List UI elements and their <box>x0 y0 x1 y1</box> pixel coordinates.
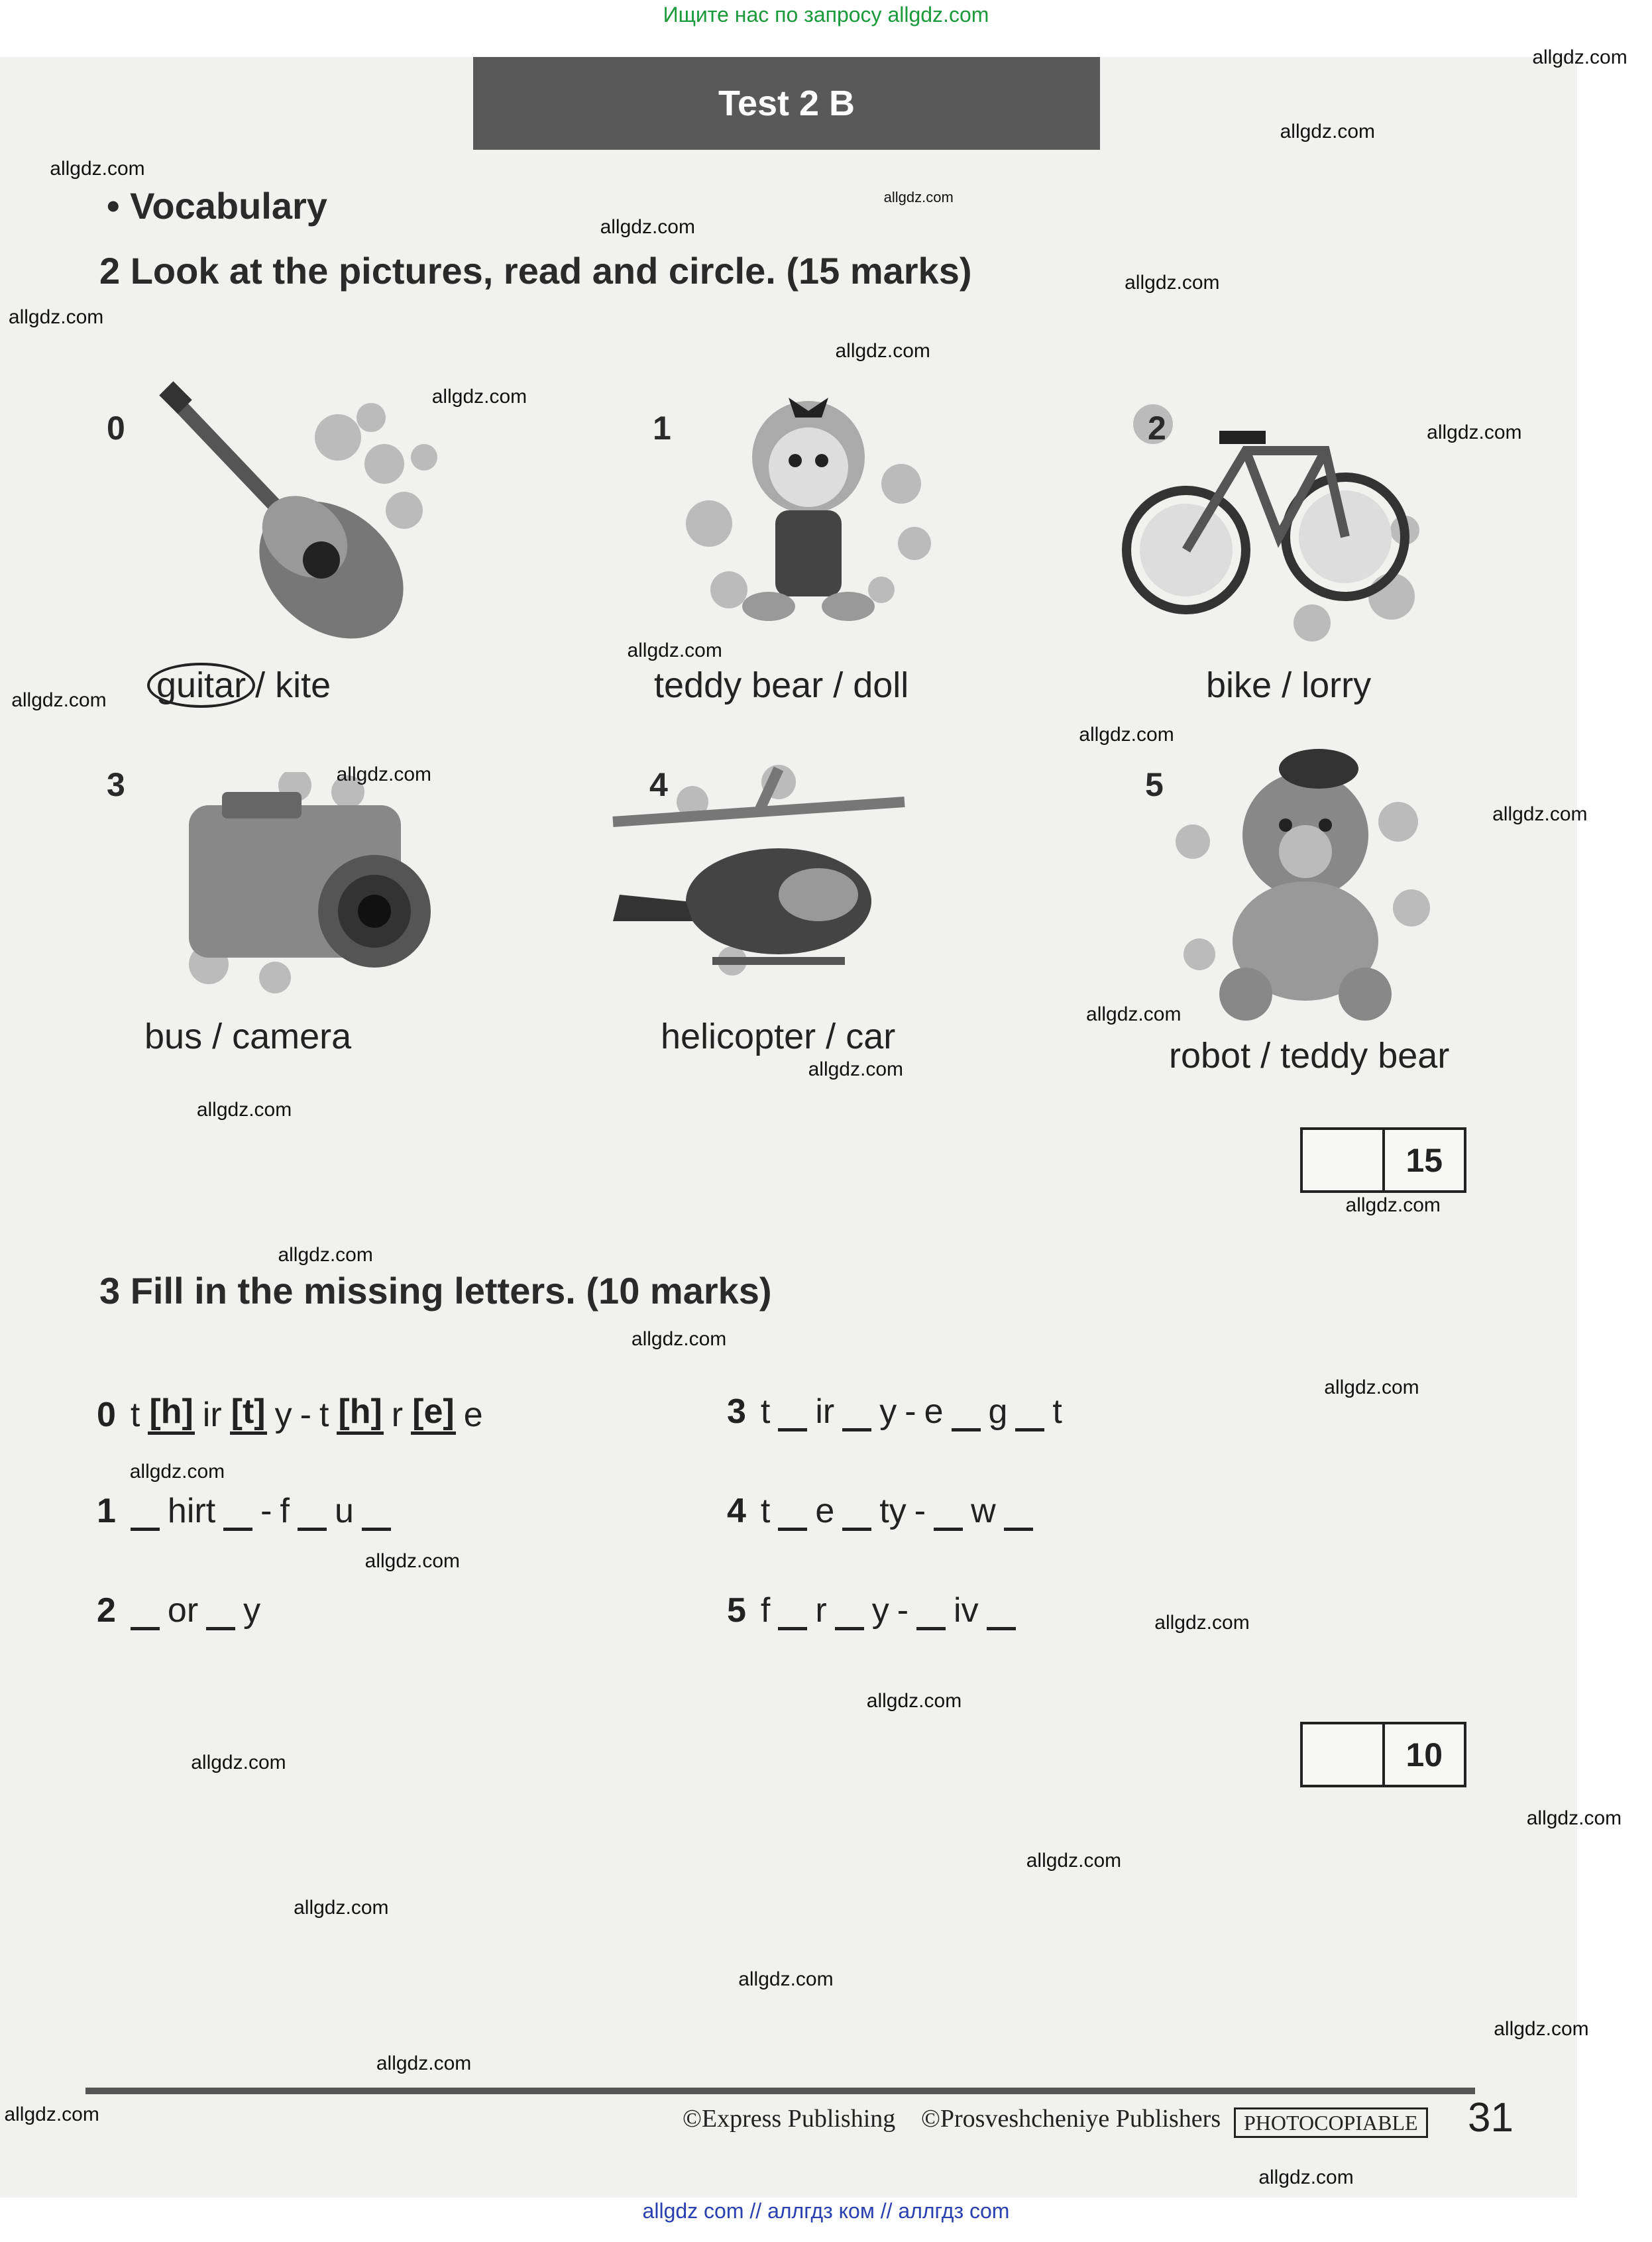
score-input[interactable] <box>1303 1724 1385 1785</box>
fill-in-item <box>727 1392 1062 1431</box>
letter-blank[interactable] <box>778 1594 807 1630</box>
letters: f <box>280 1492 290 1530</box>
item-number: 3 <box>727 1392 746 1431</box>
option[interactable]: helicopter <box>661 1017 816 1056</box>
section-heading <box>107 184 327 227</box>
item-number: 5 <box>1145 766 1164 803</box>
top-note-link[interactable]: Ищите нас по запросу allgdz.com <box>663 3 989 27</box>
letters: t <box>760 1492 771 1530</box>
separator: / <box>1282 665 1292 705</box>
letter-blank[interactable] <box>1015 1395 1044 1431</box>
watermark: allgdz.com <box>1427 421 1522 443</box>
letters: e <box>815 1492 835 1530</box>
watermark: allgdz.com <box>1086 1003 1182 1025</box>
test-title: Test 2 B <box>718 84 855 123</box>
watermark: allgdz.com <box>600 216 695 239</box>
score-box-exercise-2 <box>1300 1127 1466 1193</box>
watermark: allgdz.com <box>738 1968 834 1990</box>
option[interactable]: lorry <box>1301 665 1372 705</box>
circled-option[interactable]: guitar <box>147 663 255 708</box>
letters: y <box>243 1591 261 1630</box>
watermark: allgdz.com <box>1345 1194 1441 1216</box>
letters: r <box>391 1396 404 1434</box>
bottom-note-link[interactable]: allgdz com // аллгдз ком // аллгдз com <box>642 2199 1010 2223</box>
separator: / <box>833 665 844 705</box>
separator: / <box>1260 1036 1271 1076</box>
watermark: allgdz.com <box>1258 2166 1354 2188</box>
letters: t <box>1052 1392 1062 1431</box>
doll-picture <box>683 371 948 636</box>
letter-blank[interactable] <box>835 1594 864 1630</box>
filled-letter: [t] <box>230 1392 267 1435</box>
fill-in-item <box>727 1591 1016 1630</box>
answer-choice <box>654 665 909 706</box>
letters: u <box>334 1492 354 1530</box>
watermark: allgdz.com <box>376 2052 472 2074</box>
option[interactable]: kite <box>275 665 331 705</box>
letters: ir <box>202 1396 222 1434</box>
watermark: allgdz.com <box>8 306 104 328</box>
teddy-bear-picture <box>1173 742 1438 1021</box>
bullet: • <box>107 185 120 227</box>
item-number: 5 <box>727 1591 746 1630</box>
letters: - <box>905 1392 916 1431</box>
letters: r <box>815 1591 827 1630</box>
letter-blank[interactable] <box>952 1395 981 1431</box>
fill-in-item <box>97 1591 260 1630</box>
letters: t <box>130 1396 140 1434</box>
option[interactable]: doll <box>853 665 909 705</box>
letters: ty <box>879 1492 907 1530</box>
watermark: allgdz.com <box>1079 723 1174 746</box>
score-box-exercise-3 <box>1300 1722 1466 1787</box>
watermark: allgdz.com <box>364 1550 461 1573</box>
letters: - <box>897 1591 909 1630</box>
letter-blank[interactable] <box>842 1395 871 1431</box>
letters: - <box>260 1492 272 1530</box>
separator: / <box>255 665 266 705</box>
letter-blank[interactable] <box>131 1494 160 1531</box>
answer-choice <box>1169 1035 1449 1076</box>
watermark: allgdz.com <box>294 1897 389 1919</box>
option[interactable]: bus <box>144 1017 203 1056</box>
filled-letter: [h] <box>337 1392 383 1435</box>
fill-in-item <box>97 1491 391 1531</box>
letters: t <box>760 1392 771 1431</box>
footer-divider <box>85 2088 1475 2094</box>
watermark: allgdz.com <box>627 640 722 661</box>
letter-blank[interactable] <box>131 1594 160 1630</box>
letters: e <box>463 1396 483 1434</box>
answer-choice <box>661 1016 895 1057</box>
fill-in-item <box>97 1392 483 1435</box>
page-number: 31 <box>1468 2095 1514 2141</box>
answer-choice <box>147 665 331 706</box>
letters: t <box>319 1396 329 1434</box>
answer-choice <box>1206 665 1371 706</box>
letter-blank[interactable] <box>778 1395 807 1431</box>
watermark: allgdz.com <box>11 689 107 712</box>
letters: y <box>879 1392 897 1431</box>
option[interactable]: teddy bear <box>1280 1036 1450 1076</box>
letter-blank[interactable] <box>778 1494 807 1531</box>
max-score: 10 <box>1405 1736 1443 1773</box>
guitar-picture <box>152 378 451 656</box>
watermark: allgdz.com <box>50 157 145 180</box>
watermark: allgdz.com <box>808 1058 904 1081</box>
watermark: allgdz.com <box>336 763 432 786</box>
item-number: 4 <box>727 1492 746 1530</box>
separator: / <box>212 1017 223 1056</box>
watermark: allgdz.com <box>1492 803 1588 826</box>
letters: e <box>924 1392 944 1431</box>
filled-letter: [e] <box>411 1392 456 1435</box>
watermark: allgdz.com <box>1026 1850 1122 1872</box>
test-title-bar <box>473 57 1100 150</box>
letters: - <box>914 1492 926 1530</box>
letter-blank[interactable] <box>842 1494 871 1531</box>
letters: - <box>300 1396 311 1434</box>
watermark: allgdz.com <box>196 1098 292 1121</box>
camera-picture <box>176 772 441 997</box>
letters: w <box>971 1492 996 1530</box>
watermark: allgdz.com <box>278 1244 373 1266</box>
letters: hirt <box>167 1492 216 1530</box>
exercise-2-title: 2 Look at the pictures, read and circle. (15 marks) <box>99 250 972 292</box>
filled-letter: [h] <box>148 1392 194 1435</box>
item-number: 1 <box>653 410 671 447</box>
letters: y <box>871 1591 889 1630</box>
watermark: allgdz.com <box>1532 46 1627 69</box>
item-number: 0 <box>107 410 125 447</box>
letter-blank[interactable] <box>1004 1494 1033 1531</box>
letters: ir <box>815 1392 835 1431</box>
watermark: allgdz.com <box>4 2103 99 2126</box>
letter-blank[interactable] <box>298 1494 327 1531</box>
item-number: 4 <box>649 766 668 803</box>
separator: / <box>826 1017 836 1056</box>
fill-in-item <box>727 1491 1033 1531</box>
section-title: Vocabulary <box>130 185 327 227</box>
item-number: 2 <box>1148 410 1166 447</box>
watermark: allgdz.com <box>631 1327 727 1350</box>
letter-blank[interactable] <box>916 1594 946 1630</box>
watermark: allgdz.com <box>1526 1807 1622 1829</box>
watermark: allgdz.com <box>1154 1611 1250 1634</box>
exercise-3-title: 3 Fill in the missing letters. (10 marks) <box>99 1270 772 1312</box>
watermark: allgdz.com <box>1494 2018 1589 2041</box>
letter-blank[interactable] <box>223 1494 252 1531</box>
option[interactable]: car <box>846 1017 896 1056</box>
letter-blank[interactable] <box>987 1594 1016 1630</box>
option[interactable]: robot <box>1169 1036 1251 1076</box>
max-score: 15 <box>1405 1141 1443 1179</box>
item-number: 0 <box>97 1396 116 1434</box>
watermark: allgdz.com <box>431 386 527 408</box>
watermark: allgdz.com <box>129 1460 225 1483</box>
watermark: allgdz.com <box>1125 272 1220 294</box>
option[interactable]: camera <box>232 1017 352 1056</box>
option[interactable]: bike <box>1206 665 1272 705</box>
letters: or <box>167 1591 199 1630</box>
watermark: allgdz.com <box>1280 121 1375 143</box>
letter-blank[interactable] <box>934 1494 963 1531</box>
photocopiable-badge <box>1234 2107 1428 2137</box>
letters: g <box>988 1392 1008 1431</box>
letter-blank[interactable] <box>206 1594 235 1630</box>
letter-blank[interactable] <box>362 1494 391 1531</box>
option[interactable]: teddy bear <box>654 665 824 705</box>
watermark: allgdz.com <box>1324 1376 1419 1399</box>
publisher-credit: ©Express Publishing <box>683 2105 896 2133</box>
letters: iv <box>954 1591 979 1630</box>
letters: y <box>274 1396 292 1434</box>
watermark: allgdz.com <box>191 1751 286 1773</box>
watermark: allgdz.com <box>835 340 930 363</box>
watermark: allgdz.com <box>866 1690 962 1712</box>
letters: f <box>760 1591 771 1630</box>
watermark: allgdz.com <box>883 189 954 206</box>
score-input[interactable] <box>1303 1130 1385 1190</box>
answer-choice <box>144 1016 351 1057</box>
item-number: 2 <box>97 1591 116 1630</box>
item-number: 1 <box>97 1492 116 1530</box>
item-number: 3 <box>107 766 125 803</box>
photocopiable-label: PHOTOCOPIABLE <box>1234 2107 1428 2138</box>
publisher-credit: ©Prosveshcheniye Publishers <box>921 2105 1221 2133</box>
